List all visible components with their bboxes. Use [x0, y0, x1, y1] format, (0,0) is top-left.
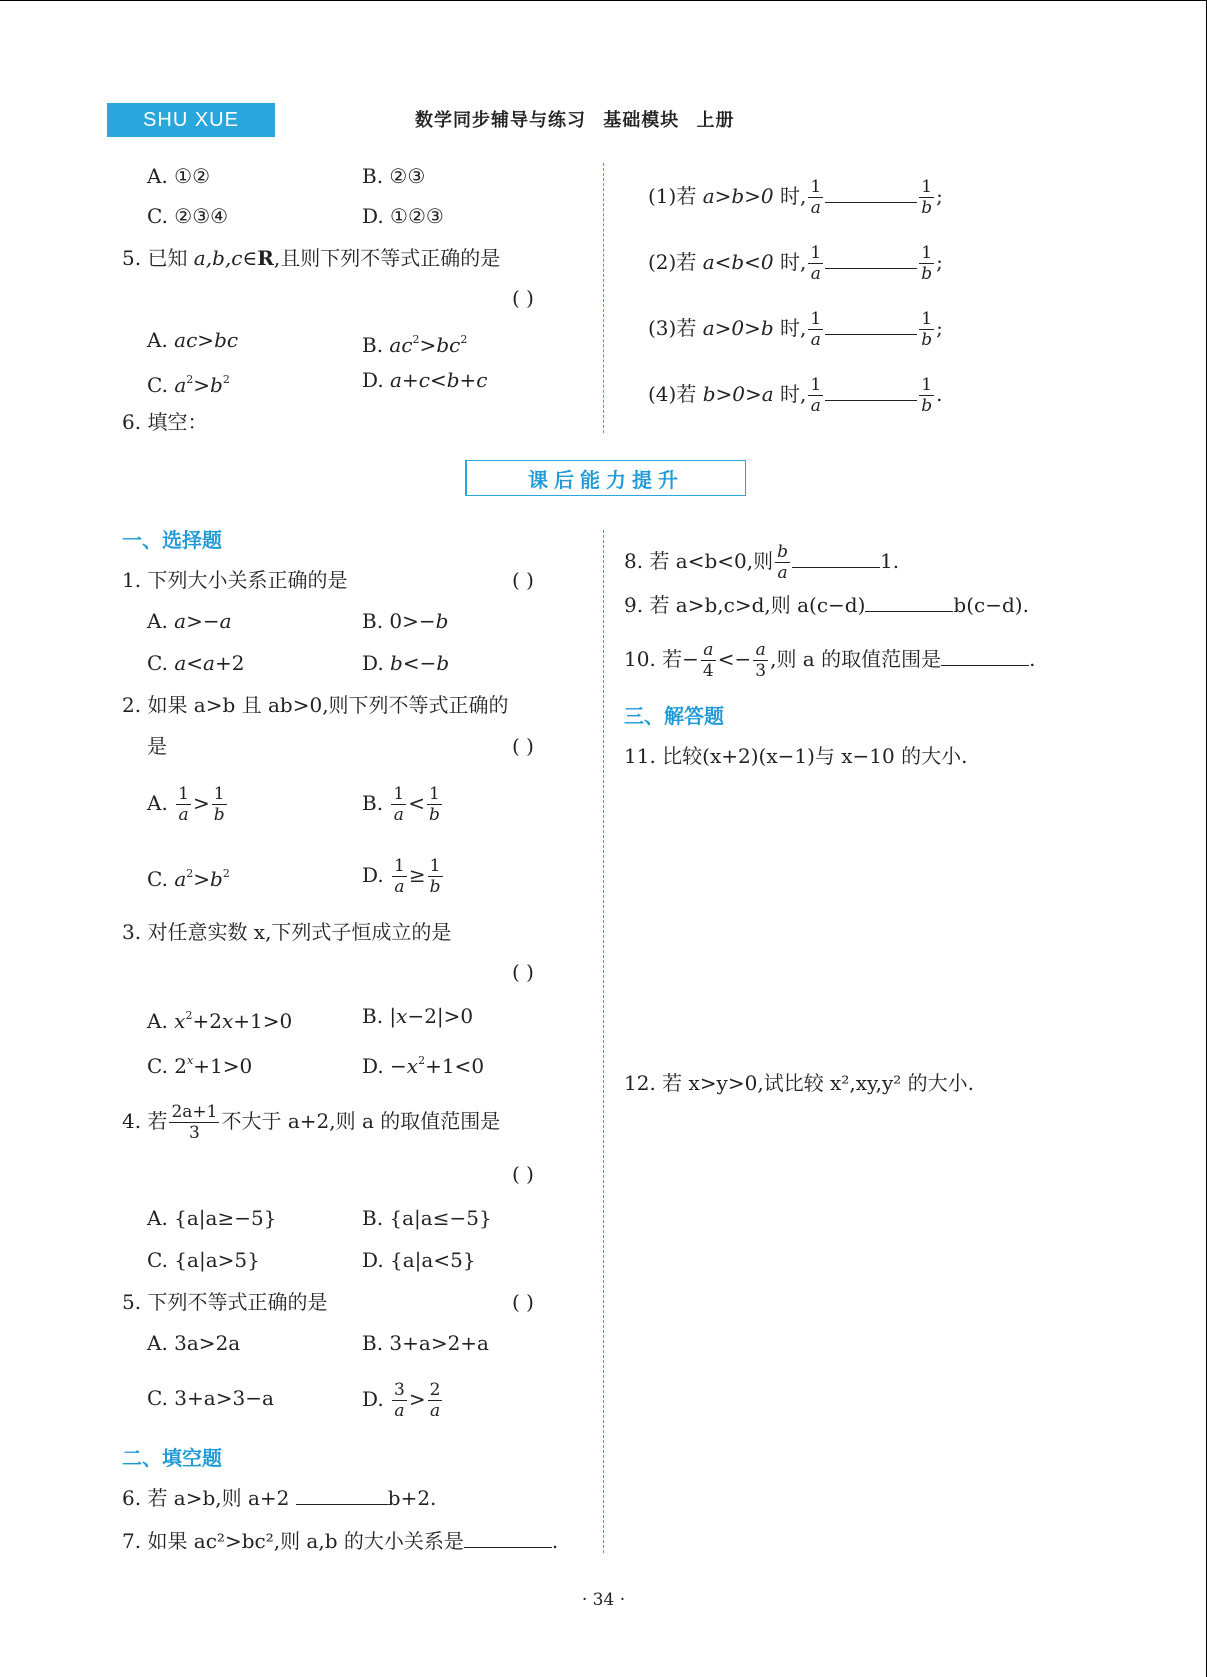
option-c: C. $2^x+1>0$ [147, 1054, 253, 1078]
question-8: 8. 若 a<b<0,则 $\frac{b}{a}$ 1. [624, 542, 900, 583]
question-9: 9. 若 a>b,c>d,则 a(c−d) b(c−d). [624, 593, 1029, 617]
answer-paren: ( ) [512, 568, 534, 592]
subject-badge: SHU XUE [107, 103, 275, 137]
option-c: C. $a^2>b^2$ [147, 373, 230, 397]
option-b: B. ②③ [362, 164, 426, 188]
book-title: 数学同步辅导与练习 基础模块 上册 [415, 110, 735, 131]
section-heading-fill: 二、填空题 [122, 1446, 222, 1470]
page-border-top [0, 0, 1207, 1]
option-b: B. {a|a≤−5} [362, 1206, 492, 1230]
option-c: C. $a^2>b^2$ [147, 867, 230, 891]
option-a: A. 3a>2a [147, 1331, 241, 1355]
option-c: C. 3+a>3−a [147, 1386, 274, 1410]
question-2: 2. 如果 a>b 且 ab>0,则下列不等式正确的 [122, 693, 509, 717]
question-5: 5. 下列不等式正确的是 [122, 1290, 328, 1314]
fill-item-3: (3)若 a>0>b 时, $\frac{1}{a}$ $\frac{1}{b}$ ; [648, 309, 943, 350]
option-d: D. a+c<b+c [362, 368, 488, 392]
question-5-top: 5. 已知 a,b,c∈R,且则下列不等式正确的是 [122, 246, 501, 270]
question-2-cont: 是 [147, 734, 167, 758]
question-6: 6. 若 a>b,则 a+2 b+2. [122, 1486, 437, 1510]
option-b: B. $\frac{1}{a}$ < $\frac{1}{b}$ [362, 784, 440, 825]
option-c: C. ②③④ [147, 204, 229, 228]
option-c: C. {a|a>5} [147, 1248, 260, 1272]
option-d: D. $\frac{1}{a}$ ≥ $\frac{1}{b}$ [362, 856, 441, 897]
fill-item-4: (4)若 b>0>a 时, $\frac{1}{a}$ $\frac{1}{b}$ . [648, 375, 943, 416]
answer-paren: ( ) [512, 734, 534, 758]
column-divider [603, 163, 604, 433]
option-a: A. a>−a [147, 609, 232, 633]
question-4: 4. 若 $\frac{2a+1}{3}$ 不大于 a+2,则 a 的取值范围是 [122, 1102, 501, 1143]
question-7: 7. 如果 ac²>bc²,则 a,b 的大小关系是 . [122, 1529, 559, 1553]
page-number: · 34 · [581, 1590, 626, 1610]
column-divider [603, 530, 604, 1553]
question-1: 1. 下列大小关系正确的是 [122, 568, 348, 592]
question-11: 11. 比较(x+2)(x−1)与 x−10 的大小. [624, 744, 968, 768]
banner-title: 课后能力提升 [481, 461, 731, 495]
option-a: A. $x^2+2x+1>0$ [147, 1009, 293, 1033]
section-heading-solve: 三、解答题 [624, 704, 724, 728]
option-a: A. ac>bc [147, 328, 239, 352]
option-d: D. ①②③ [362, 204, 444, 228]
option-a: A. ①② [147, 164, 211, 188]
answer-paren: ( ) [512, 1290, 534, 1314]
question-12: 12. 若 x>y>0,试比较 x²,xy,y² 的大小. [624, 1071, 975, 1095]
question-6-top: 6. 填空： [122, 410, 208, 434]
section-heading-choice: 一、选择题 [122, 528, 222, 552]
fill-item-2: (2)若 a<b<0 时, $\frac{1}{a}$ $\frac{1}{b}$ ; [648, 243, 943, 284]
option-d: D. {a|a<5} [362, 1248, 476, 1272]
question-3: 3. 对任意实数 x,下列式子恒成立的是 [122, 920, 452, 944]
option-b: B. $ac^2>bc^2$ [362, 333, 468, 357]
answer-paren: ( ) [512, 286, 534, 310]
answer-paren: ( ) [512, 1162, 534, 1186]
option-b: B. 3+a>2+a [362, 1331, 489, 1355]
option-b: B. 0>−b [362, 609, 449, 633]
option-d: D. $-x^2+1<0$ [362, 1054, 485, 1078]
option-d: D. $\frac{3}{a}$ > $\frac{2}{a}$ [362, 1380, 441, 1421]
answer-paren: ( ) [512, 960, 534, 984]
option-a: A. {a|a≥−5} [147, 1206, 277, 1230]
option-d: D. b<−b [362, 651, 450, 675]
option-a: A. $\frac{1}{a}$ > $\frac{1}{b}$ [147, 784, 225, 825]
option-c: C. a<a+2 [147, 651, 245, 675]
fill-item-1: (1)若 a>b>0 时, $\frac{1}{a}$ $\frac{1}{b}$ ; [648, 177, 943, 218]
section-banner [465, 460, 746, 496]
option-b: B. |x−2|>0 [362, 1004, 474, 1028]
question-10: 10. 若− $\frac{a}{4}$ <− $\frac{a}{3}$ ,则 a 的取值范围是 . [624, 640, 1036, 681]
